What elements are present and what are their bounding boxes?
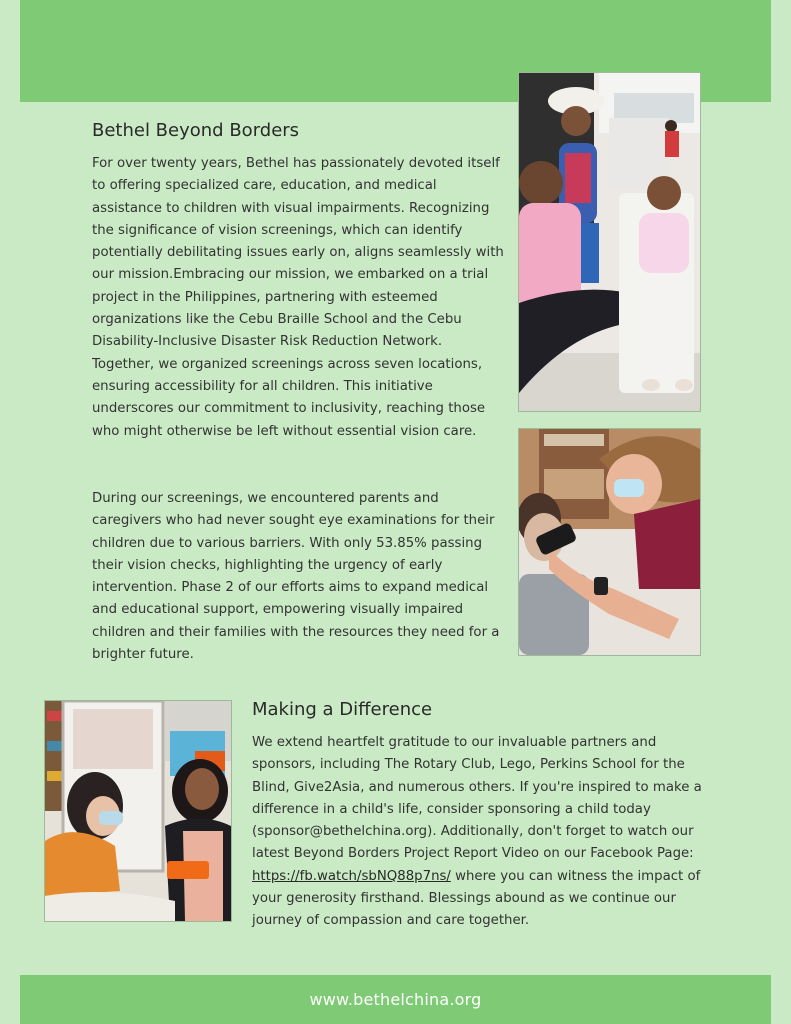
gratitude-paragraph [252,732,712,933]
screening-paragraph: During our screenings, we encountered parents and caregivers who had never sought eye examinations for their children due to various barriers. With only 53.85% passing their vision checks, highlighting the urgency of early intervention. Phase 2 of our efforts aims to expand medical and educational support, empowering visually impaired children and their families with the resources they need for a brighter future. [92,491,500,663]
gratitude-text-end: where you can witness the impact of your generosity firsthand. Blessings abound as we continue our journey of compassion and care together. [252,868,701,929]
section-title-making-a-difference: Making a Difference [252,699,433,720]
footer-band [20,975,771,1024]
gratitude-text-start: We extend heartfelt gratitude to our invaluable partners and sponsors, including The Rotary Club, Lego, Perkins School for the Blind, Give2Asia, and numerous others. If you're inspired to make a difference in a child's life, consider sponsoring a child today (sponsor@bethelchina.org). Additionally, don't forget to watch our latest Beyond Borders Project Report Video on our Facebook Page: [252,735,702,862]
photo-vision-chart-girls [44,700,232,922]
photo-children-on-chairs [518,72,701,412]
section-title-bethel-beyond-borders: Bethel Beyond Borders [92,120,300,141]
facebook-video-link[interactable]: https://fb.watch/sbNQ88p7ns/ [252,868,451,884]
photo-eye-exam-boy [518,428,701,656]
footer-website-url[interactable]: www.bethelchina.org [309,990,482,1009]
intro-paragraph: For over twenty years, Bethel has passionately devoted itself to offering specialized care, education, and medical assistance to children with visual impairments. Recognizing the significance of vision screenings, which can identify potentially debilitating issues early on, aligns seamlessly with our mission.Embracing our mission, we embarked on a trial project in the Philippines, partnering with esteemed organizations like the Cebu Braille School and the Cebu Disability-Inclusive Disaster Risk Reduction Network. Together, we organized screenings across seven locations, ensuring accessibility for all children. This initiative underscores our commitment to inclusivity, reaching those who might otherwise be left without essential vision care. [92,156,504,439]
